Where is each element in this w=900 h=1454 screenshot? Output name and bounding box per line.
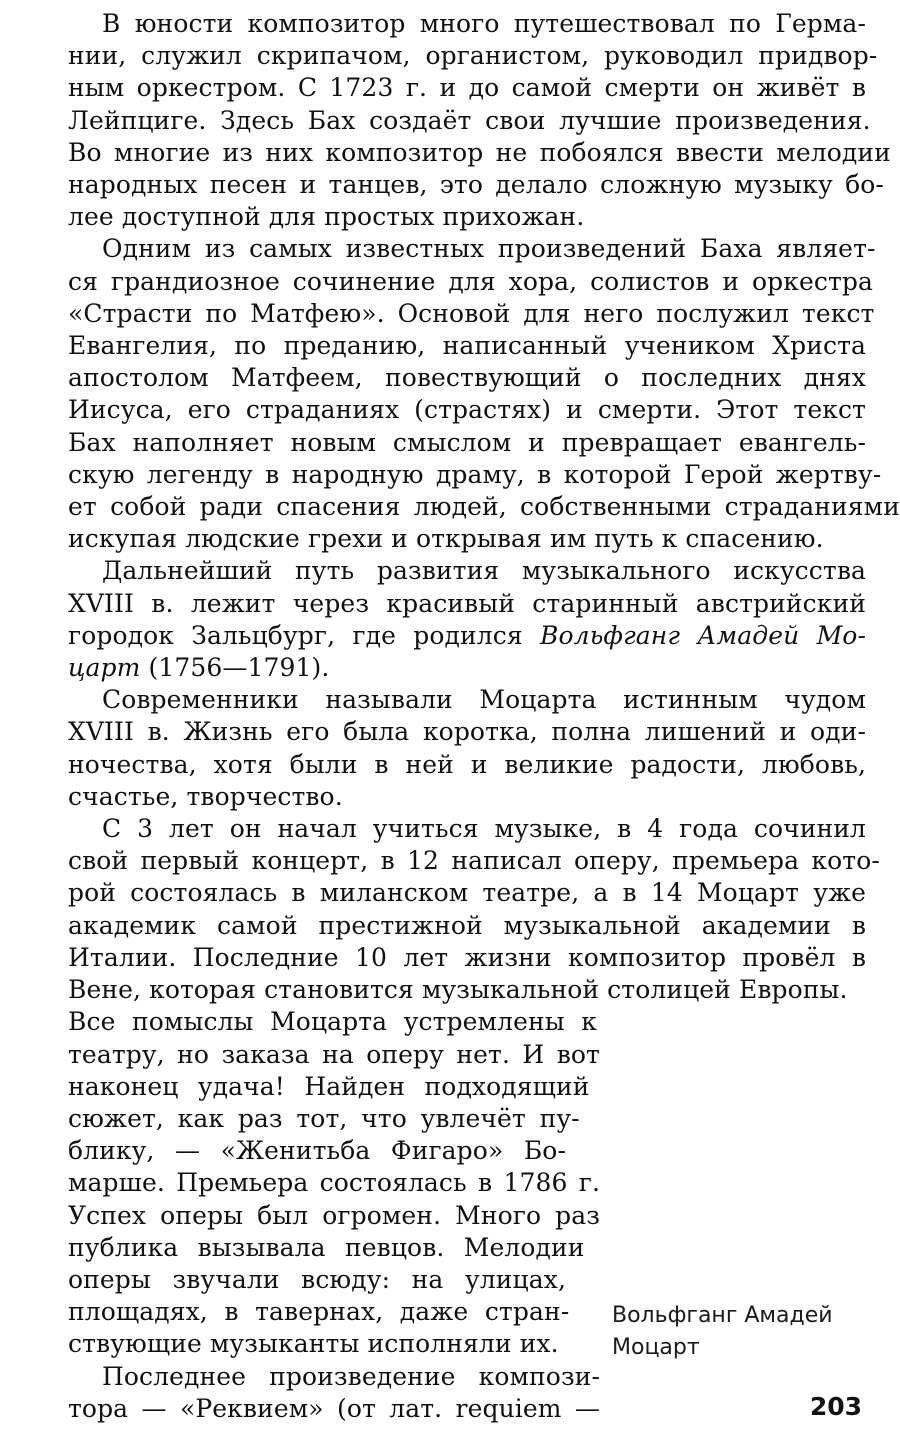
paragraph-salzburg bbox=[34, 555, 866, 684]
caption-line: Вольфганг Амадей bbox=[612, 1303, 833, 1328]
text-line: «Страсти по Матфею». Основой для него послужил текст bbox=[68, 298, 875, 328]
text-line: свой первый концерт, в 12 написал оперу, премьера кото- bbox=[68, 846, 880, 876]
text-line: Бах наполняет новым смыслом и превращает евангель- bbox=[68, 427, 866, 457]
text-line: рой состоялась в миланском театре, а в 14 Моцарт уже bbox=[68, 878, 866, 908]
text-line: нии, служил скрипачом, органистом, руководил придвор- bbox=[68, 41, 878, 71]
portrait-caption bbox=[612, 1300, 872, 1364]
paragraph-figaro bbox=[34, 1006, 600, 1360]
text-line: Все помыслы Моцарта устремлены к bbox=[68, 1007, 598, 1037]
page-number: 203 bbox=[809, 1392, 862, 1421]
text-line: XVIII в. лежит через красивый старинный австрийский bbox=[68, 588, 866, 618]
text-line bbox=[34, 620, 866, 652]
text-line: XVIII в. Жизнь его была коротка, полна лишений и оди- bbox=[68, 717, 866, 747]
text-line: тора — «Реквием» (от лат. requiem — bbox=[68, 1393, 600, 1423]
text-line: ствующие музыканты исполняли их. bbox=[68, 1329, 559, 1359]
text-line: Евангелия, по преданию, написанный учеником Христа bbox=[68, 331, 866, 361]
text-line: Италии. Последние 10 лет жизни композитор провёл в bbox=[68, 942, 866, 972]
text-line: площадях, в тавернах, даже стран- bbox=[68, 1297, 570, 1327]
text-line: блику, — «Женитьба Фигаро» Бо- bbox=[68, 1136, 566, 1166]
text-line: Вене, которая становится музыкальной столицей Европы. bbox=[68, 975, 848, 1005]
text-line: Лейпциге. Здесь Бах создаёт свои лучшие произведения. bbox=[68, 105, 871, 135]
text-line bbox=[34, 652, 866, 684]
text-line: театру, но заказа на оперу нет. И вот bbox=[68, 1039, 600, 1069]
text-fragment: городок Зальцбург, где родился bbox=[68, 620, 523, 650]
caption-line: Моцарт bbox=[612, 1335, 700, 1360]
paragraph-contemporaries bbox=[34, 684, 866, 813]
paragraph-passion bbox=[34, 233, 900, 555]
text-line: ным оркестром. С 1723 г. и до самой смерти он живёт в bbox=[68, 73, 866, 103]
text-line: Иисуса, его страданиях (страстях) и смерти. Этот текст bbox=[68, 395, 866, 425]
text-line: народных песен и танцев, это делало сложную музыку бо- bbox=[68, 170, 884, 200]
text-line: публика вызывала певцов. Мелодии bbox=[68, 1232, 585, 1262]
text-line: ет собой ради спасения людей, собственными страданиями bbox=[68, 492, 900, 522]
mozart-name-italic: Вольфганг Амадей Мо- bbox=[540, 620, 866, 650]
text-line: оперы звучали всюду: на улицах, bbox=[68, 1264, 566, 1294]
text-line: В юности композитор много путешествовал по Герма- bbox=[102, 9, 866, 38]
text-line: Современники называли Моцарта истинным чудом bbox=[102, 685, 866, 715]
text-line: лее доступной для простых прихожан. bbox=[68, 202, 585, 232]
text-line: наконец удача! Найден подходящий bbox=[68, 1071, 590, 1101]
text-line: С 3 лет он начал учиться музыке, в 4 года сочинил bbox=[102, 814, 866, 844]
text-line: Успех оперы был огромен. Много раз bbox=[68, 1200, 600, 1230]
text-line: апостолом Матфеем, повествующий о последних днях bbox=[68, 363, 866, 393]
text-line: ночества, хотя были в ней и великие радости, любовь, bbox=[68, 749, 866, 779]
mozart-name-italic-end: царт bbox=[68, 653, 141, 683]
text-line: Дальнейший путь развития музыкального искусства bbox=[102, 556, 866, 586]
paragraph-childhood bbox=[34, 813, 880, 1006]
text-line: искупая людские грехи и открывая им путь к спасению. bbox=[68, 524, 824, 554]
text-line: Последнее произведение компози- bbox=[102, 1361, 600, 1391]
text-line: ся грандиозное сочинение для хора, солистов и оркестра bbox=[68, 266, 874, 296]
text-line: академик самой престижной музыкальной академии в bbox=[68, 910, 866, 940]
paragraph-requiem bbox=[34, 1361, 600, 1425]
main-text bbox=[34, 8, 900, 1425]
mozart-years: (1756—1791). bbox=[140, 653, 330, 683]
text-line: счастье, творчество. bbox=[68, 781, 343, 811]
text-line: Во многие из них композитор не побоялся ввести мелодии bbox=[68, 137, 891, 167]
text-line: скую легенду в народную драму, в которой Герой жертву- bbox=[68, 459, 882, 489]
text-line: Одним из самых известных произведений Баха являет- bbox=[102, 234, 876, 264]
paragraph-bach-youth bbox=[34, 8, 891, 233]
text-line: марше. Премьера состоялась в 1786 г. bbox=[68, 1168, 600, 1198]
text-line: сюжет, как раз тот, что увлечёт пу- bbox=[68, 1103, 580, 1133]
